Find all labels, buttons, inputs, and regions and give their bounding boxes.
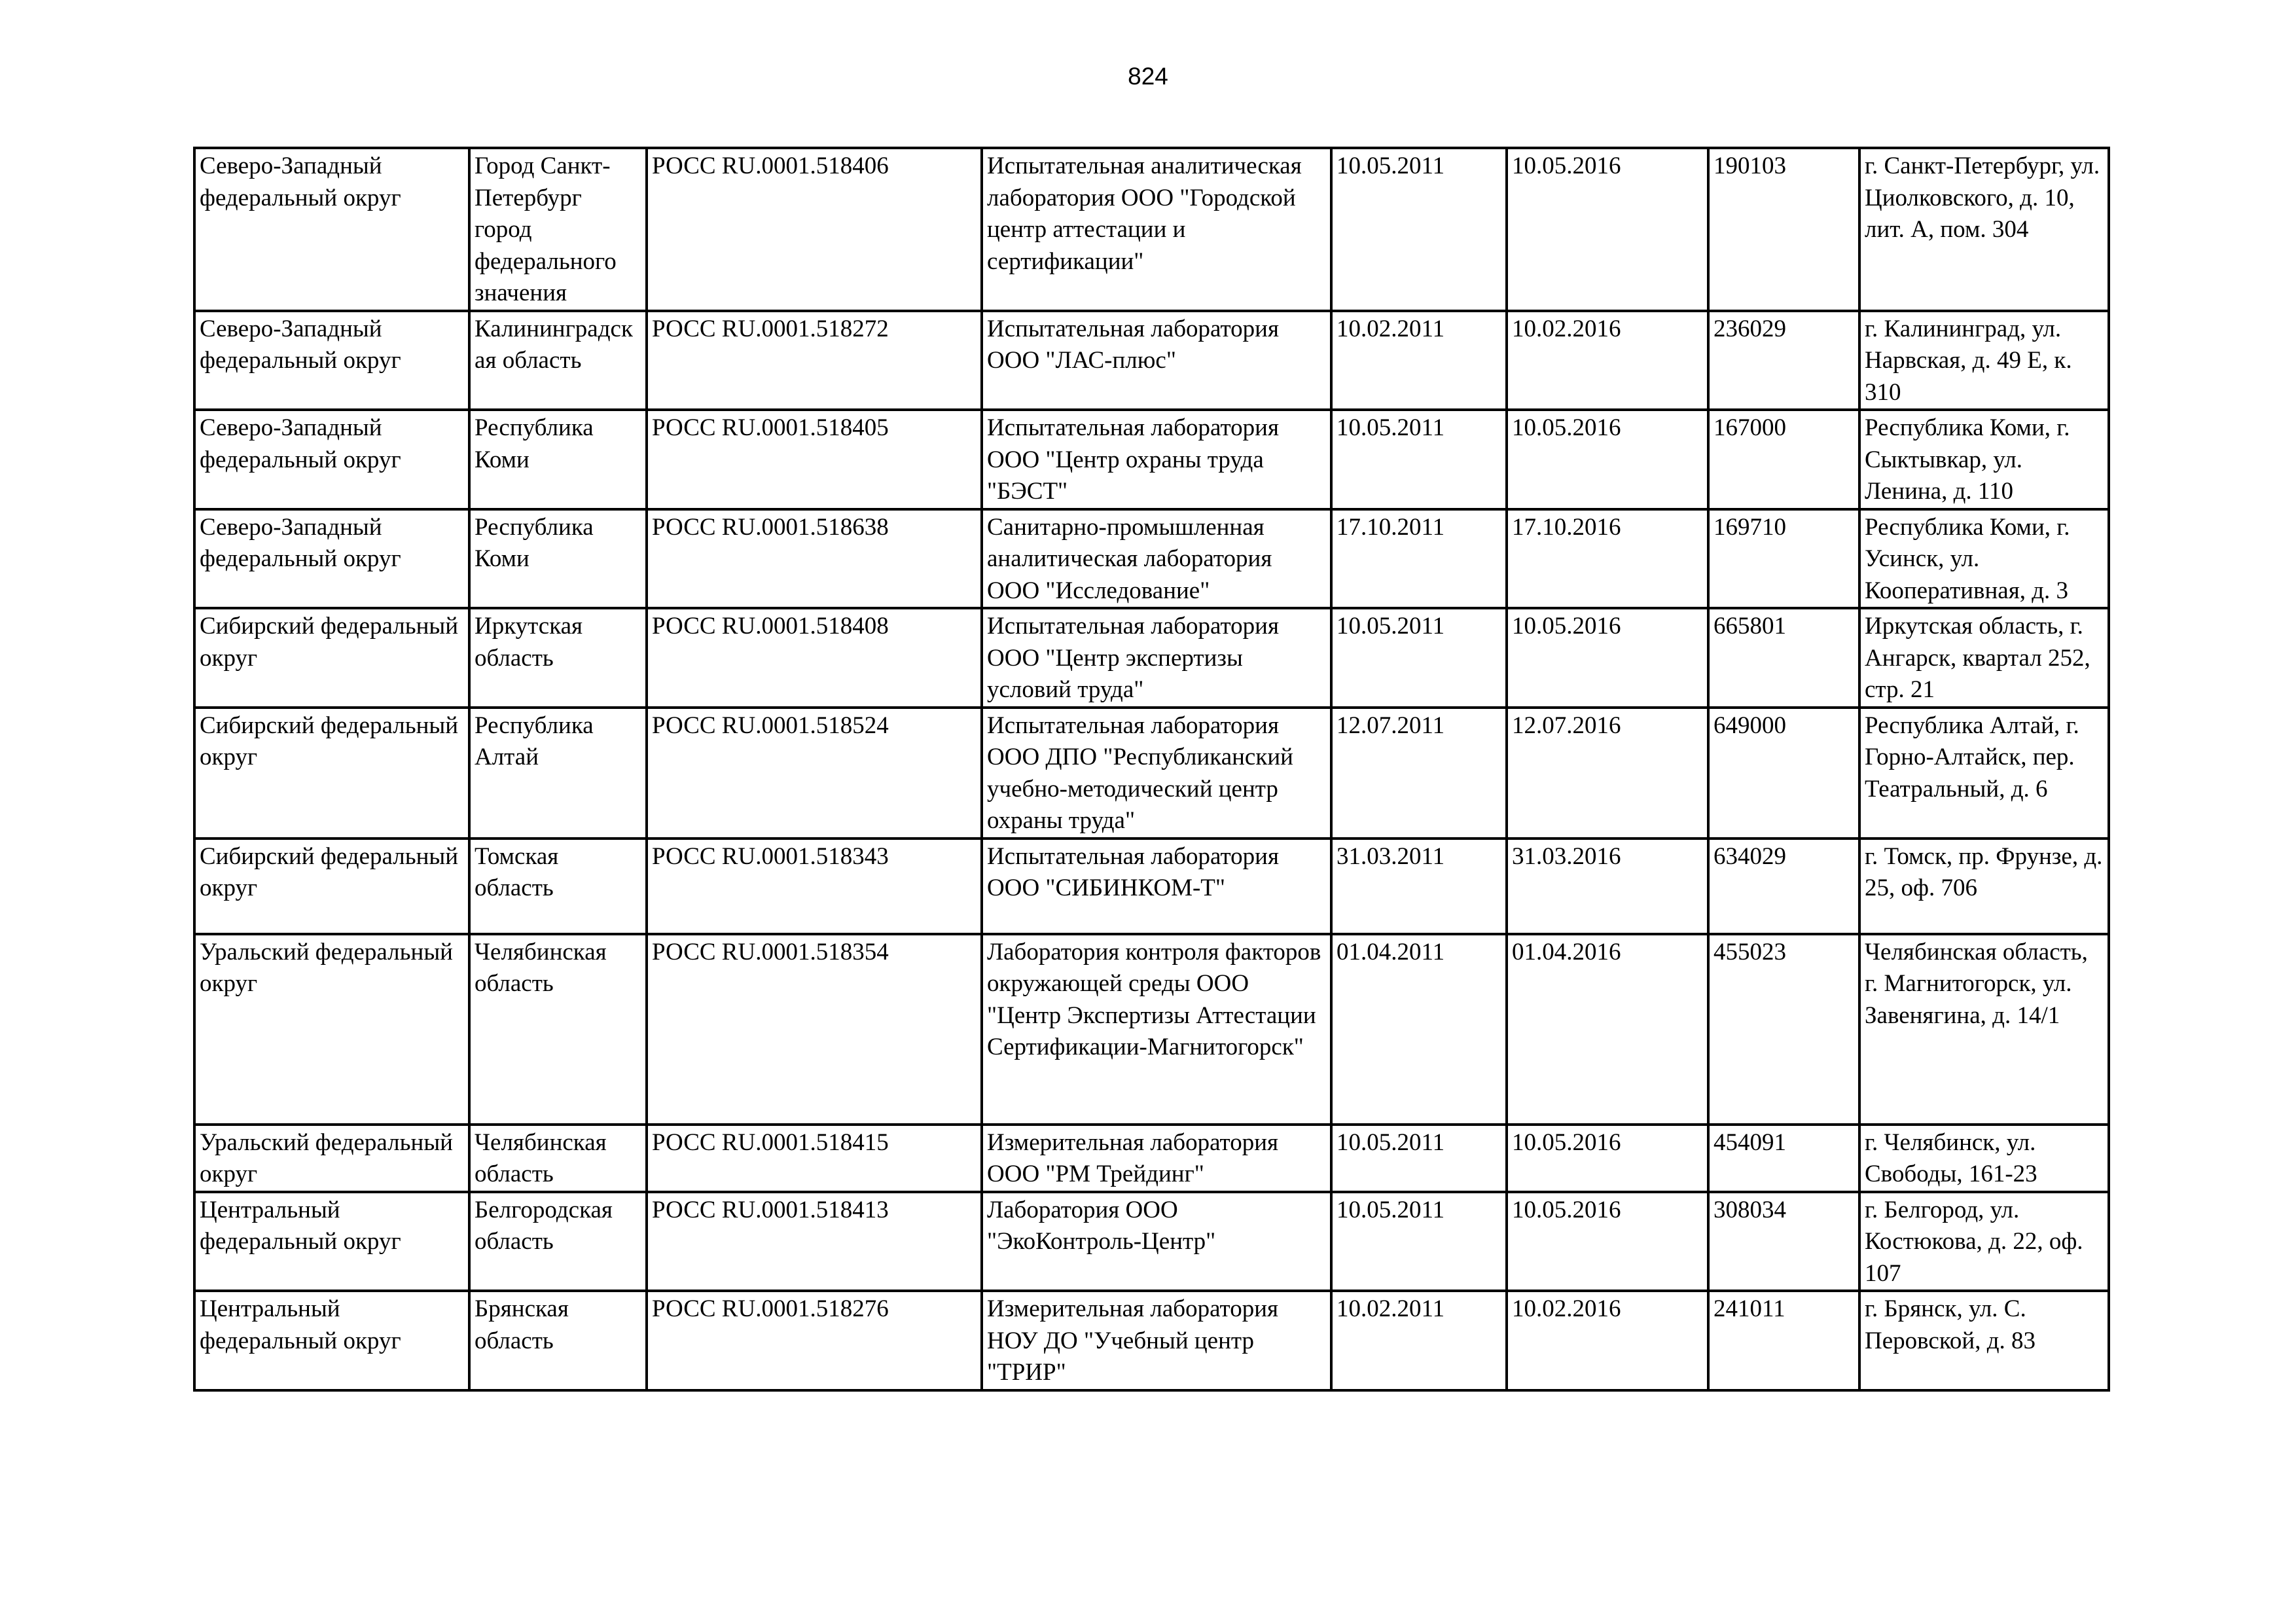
- registration-number-cell: РОСС RU.0001.518638: [647, 509, 982, 609]
- address-cell: Челябинская область, г. Магнитогорск, ул. Завенягина, д. 14/1: [1859, 934, 2109, 1125]
- expiry-date-cell: 31.03.2016: [1507, 839, 1708, 934]
- issue-date-cell: 10.05.2011: [1331, 1192, 1507, 1291]
- expiry-date-cell: 10.02.2016: [1507, 311, 1708, 410]
- expiry-date-cell: 12.07.2016: [1507, 708, 1708, 839]
- district-cell: Центральный федеральный округ: [194, 1192, 469, 1291]
- registration-number-cell: РОСС RU.0001.518343: [647, 839, 982, 934]
- laboratory-name-cell: Испытательная лаборатория ООО "Центр экспертизы условий труда": [982, 608, 1331, 708]
- registration-number-cell: РОСС RU.0001.518354: [647, 934, 982, 1125]
- registration-number-cell: РОСС RU.0001.518524: [647, 708, 982, 839]
- table-row: [194, 509, 2109, 609]
- registration-number-cell: РОСС RU.0001.518413: [647, 1192, 982, 1291]
- registration-number-cell: РОСС RU.0001.518405: [647, 410, 982, 509]
- expiry-date-cell: 10.05.2016: [1507, 1192, 1708, 1291]
- postal-index-cell: 169710: [1708, 509, 1859, 609]
- registration-number-cell: РОСС RU.0001.518415: [647, 1125, 982, 1192]
- laboratory-name-cell: Измерительная лаборатория НОУ ДО "Учебный центр "ТРИР": [982, 1291, 1331, 1390]
- district-cell: Центральный федеральный округ: [194, 1291, 469, 1390]
- region-cell: Республика Коми: [469, 509, 647, 609]
- laboratory-name-cell: Испытательная лаборатория ООО "ЛАС-плюс": [982, 311, 1331, 410]
- page-number: 824: [1128, 63, 1168, 90]
- registration-number-cell: РОСС RU.0001.518272: [647, 311, 982, 410]
- issue-date-cell: 10.05.2011: [1331, 608, 1507, 708]
- table-row: [194, 1192, 2109, 1291]
- district-cell: Сибирский федеральный округ: [194, 708, 469, 839]
- region-cell: Республика Коми: [469, 410, 647, 509]
- district-cell: Уральский федеральный округ: [194, 934, 469, 1125]
- address-cell: г. Челябинск, ул. Свободы, 161-23: [1859, 1125, 2109, 1192]
- table-row: [194, 148, 2109, 311]
- address-cell: Республика Коми, г. Сыктывкар, ул. Ленина, д. 110: [1859, 410, 2109, 509]
- region-cell: Город Санкт-Петербург город федерального значения: [469, 148, 647, 311]
- region-cell: Иркутская область: [469, 608, 647, 708]
- expiry-date-cell: 17.10.2016: [1507, 509, 1708, 609]
- district-cell: Северо-Западный федеральный округ: [194, 311, 469, 410]
- district-cell: Сибирский федеральный округ: [194, 608, 469, 708]
- issue-date-cell: 10.02.2011: [1331, 311, 1507, 410]
- laboratory-name-cell: Лаборатория контроля факторов окружающей среды ООО "Центр Экспертизы Аттестации Сертификации-Магнитогорск": [982, 934, 1331, 1125]
- address-cell: г. Санкт-Петербург, ул. Циолковского, д. 10, лит. А, пом. 304: [1859, 148, 2109, 311]
- laboratory-name-cell: Испытательная лаборатория ООО ДПО "Республиканский учебно-методический центр охраны труда": [982, 708, 1331, 839]
- table-row: [194, 934, 2109, 1125]
- expiry-date-cell: 10.05.2016: [1507, 608, 1708, 708]
- laboratory-name-cell: Испытательная лаборатория ООО "СИБИНКОМ-Т": [982, 839, 1331, 934]
- table-row: [194, 708, 2109, 839]
- district-cell: Северо-Западный федеральный округ: [194, 410, 469, 509]
- issue-date-cell: 10.05.2011: [1331, 148, 1507, 311]
- region-cell: Белгородская область: [469, 1192, 647, 1291]
- expiry-date-cell: 10.02.2016: [1507, 1291, 1708, 1390]
- postal-index-cell: 190103: [1708, 148, 1859, 311]
- expiry-date-cell: 10.05.2016: [1507, 148, 1708, 311]
- address-cell: Иркутская область, г. Ангарск, квартал 252, стр. 21: [1859, 608, 2109, 708]
- address-cell: г. Томск, пр. Фрунзе, д. 25, оф. 706: [1859, 839, 2109, 934]
- table-row: [194, 1125, 2109, 1192]
- address-cell: Республика Коми, г. Усинск, ул. Кооперативная, д. 3: [1859, 509, 2109, 609]
- laboratory-name-cell: Измерительная лаборатория ООО "РМ Трейдинг": [982, 1125, 1331, 1192]
- region-cell: Челябинская область: [469, 1125, 647, 1192]
- postal-index-cell: 665801: [1708, 608, 1859, 708]
- table-row: [194, 1291, 2109, 1390]
- laboratory-name-cell: Лаборатория ООО "ЭкоКонтроль-Центр": [982, 1192, 1331, 1291]
- postal-index-cell: 236029: [1708, 311, 1859, 410]
- table-row: [194, 311, 2109, 410]
- region-cell: Брянская область: [469, 1291, 647, 1390]
- table-row: [194, 410, 2109, 509]
- issue-date-cell: 10.05.2011: [1331, 1125, 1507, 1192]
- address-cell: г. Калининград, ул. Нарвская, д. 49 Е, к. 310: [1859, 311, 2109, 410]
- laboratory-name-cell: Испытательная лаборатория ООО "Центр охраны труда "БЭСТ": [982, 410, 1331, 509]
- region-cell: Республика Алтай: [469, 708, 647, 839]
- laboratory-name-cell: Испытательная аналитическая лаборатория ООО "Городской центр аттестации и сертификации": [982, 148, 1331, 311]
- region-cell: Челябинская область: [469, 934, 647, 1125]
- registration-number-cell: РОСС RU.0001.518408: [647, 608, 982, 708]
- issue-date-cell: 31.03.2011: [1331, 839, 1507, 934]
- laboratory-registry-table: [193, 147, 2110, 1392]
- postal-index-cell: 308034: [1708, 1192, 1859, 1291]
- postal-index-cell: 454091: [1708, 1125, 1859, 1192]
- postal-index-cell: 634029: [1708, 839, 1859, 934]
- issue-date-cell: 12.07.2011: [1331, 708, 1507, 839]
- address-cell: г. Брянск, ул. С. Перовской, д. 83: [1859, 1291, 2109, 1390]
- table-row: [194, 608, 2109, 708]
- issue-date-cell: 10.05.2011: [1331, 410, 1507, 509]
- district-cell: Уральский федеральный округ: [194, 1125, 469, 1192]
- postal-index-cell: 649000: [1708, 708, 1859, 839]
- address-cell: г. Белгород, ул. Костюкова, д. 22, оф. 107: [1859, 1192, 2109, 1291]
- district-cell: Северо-Западный федеральный округ: [194, 148, 469, 311]
- registration-number-cell: РОСС RU.0001.518406: [647, 148, 982, 311]
- issue-date-cell: 10.02.2011: [1331, 1291, 1507, 1390]
- expiry-date-cell: 10.05.2016: [1507, 1125, 1708, 1192]
- region-cell: Калининградская область: [469, 311, 647, 410]
- issue-date-cell: 01.04.2011: [1331, 934, 1507, 1125]
- postal-index-cell: 455023: [1708, 934, 1859, 1125]
- district-cell: Сибирский федеральный округ: [194, 839, 469, 934]
- registration-number-cell: РОСС RU.0001.518276: [647, 1291, 982, 1390]
- postal-index-cell: 241011: [1708, 1291, 1859, 1390]
- region-cell: Томская область: [469, 839, 647, 934]
- postal-index-cell: 167000: [1708, 410, 1859, 509]
- table-row: [194, 839, 2109, 934]
- issue-date-cell: 17.10.2011: [1331, 509, 1507, 609]
- address-cell: Республика Алтай, г. Горно-Алтайск, пер. Театральный, д. 6: [1859, 708, 2109, 839]
- laboratory-name-cell: Санитарно-промышленная аналитическая лаборатория ООО "Исследование": [982, 509, 1331, 609]
- expiry-date-cell: 01.04.2016: [1507, 934, 1708, 1125]
- expiry-date-cell: 10.05.2016: [1507, 410, 1708, 509]
- district-cell: Северо-Западный федеральный округ: [194, 509, 469, 609]
